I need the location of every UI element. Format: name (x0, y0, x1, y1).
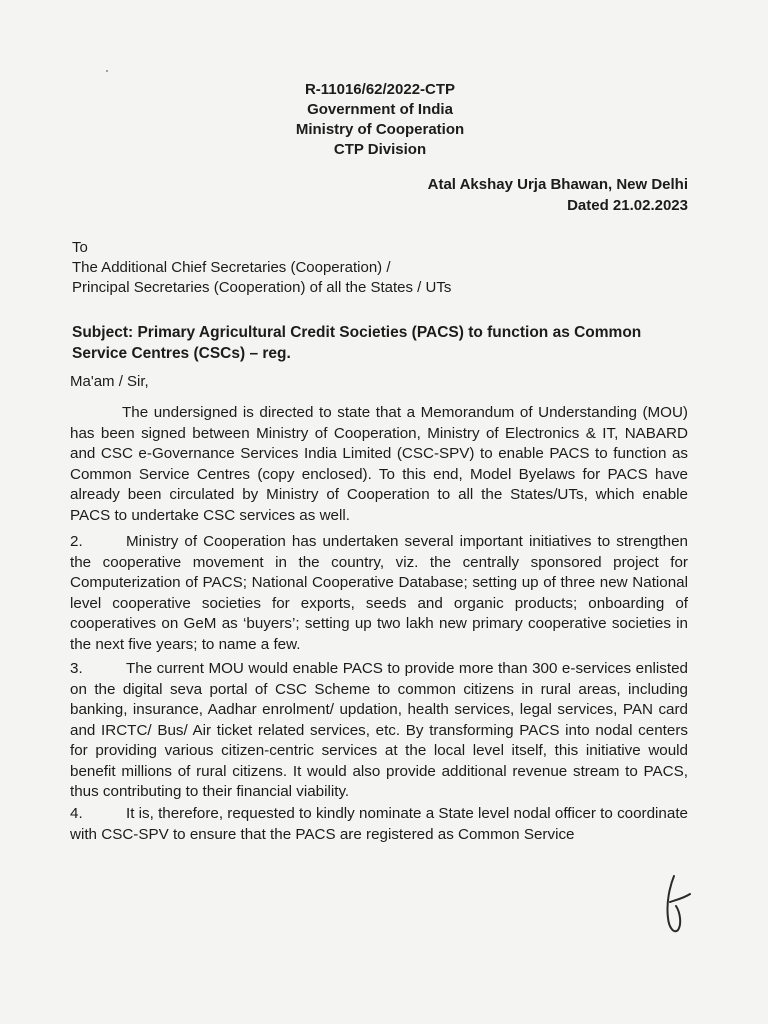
subject-line: Subject: Primary Agricultural Credit Societies (PACS) to function as Common Service Centres (CSCs) – reg. (72, 324, 642, 362)
addressee-to: To (72, 239, 88, 256)
place-and-date (428, 174, 688, 216)
letter-date: Dated 21.02.2023 (567, 197, 688, 214)
government-name: Government of India (307, 101, 453, 118)
paragraph-text: Ministry of Cooperation has undertaken several important initiatives to strengthen the cooperative movement in the country, viz. the centrally sponsored project for Computerization of PACS; National Cooperative Database; setting up of three new National level cooperative societies for exports, seeds and organic products; onboarding of cooperatives on GeM as ‘buyers’; setting up two lakh new primary cooperative societies in the next five years; to name a few. (70, 533, 688, 653)
reference-number: R-11016/62/2022-CTP (304, 81, 456, 98)
addressee-line-2: Principal Secretaries (Cooperation) of all the States / UTs (72, 279, 452, 296)
addressee-block (72, 238, 451, 298)
paragraph-3 (70, 659, 688, 803)
letter-header (230, 80, 530, 160)
division-name: CTP Division (333, 141, 427, 158)
paragraph-number: 4. (70, 805, 83, 822)
paragraph-number: 2. (70, 533, 83, 550)
paragraph-1 (70, 403, 688, 526)
addressee-line-1: The Additional Chief Secretaries (Cooperation) / (72, 259, 391, 276)
paragraph-text: It is, therefore, requested to kindly nominate a State level nodal officer to coordinate with CSC-SPV to ensure that the PACS are registered as Common Service (70, 805, 688, 843)
signature-initial-icon (660, 872, 692, 942)
paragraph-2 (70, 532, 688, 655)
paragraph-number: 3. (70, 660, 83, 677)
ministry-name: Ministry of Cooperation (295, 121, 465, 138)
paragraph-text: The current MOU would enable PACS to provide more than 300 e-services enlisted on the digital seva portal of CSC Scheme to common citizens in rural areas, including banking, insurance, Aadhar enrolment/ updation, health services, legal services, PAN card and IRCTC/ Bus/ Air ticket related services, etc. By transforming PACS into nodal centers for providing various citizen-centric services at the local level itself, this initiative would benefit millions of rural citizens. It would also provide additional revenue stream to PACS, thus contributing to their financial viability. (70, 660, 688, 800)
paragraph-text: The undersigned is directed to state that a Memorandum of Understanding (MOU) has been signed between Ministry of Cooperation, Ministry of Electronics & IT, NABARD and CSC e-Governance Services India Limited (CSC-SPV) to enable PACS to function as Common Service Centres (copy enclosed). To this end, Model Byelaws for PACS have already been circulated by Ministry of Cooperation to all the States/UTs, which enable PACS to undertake CSC services as well. (70, 404, 688, 524)
scan-speck (106, 70, 108, 72)
paragraph-4 (70, 804, 688, 845)
salutation: Ma'am / Sir, (70, 373, 149, 390)
office-address: Atal Akshay Urja Bhawan, New Delhi (427, 176, 688, 193)
